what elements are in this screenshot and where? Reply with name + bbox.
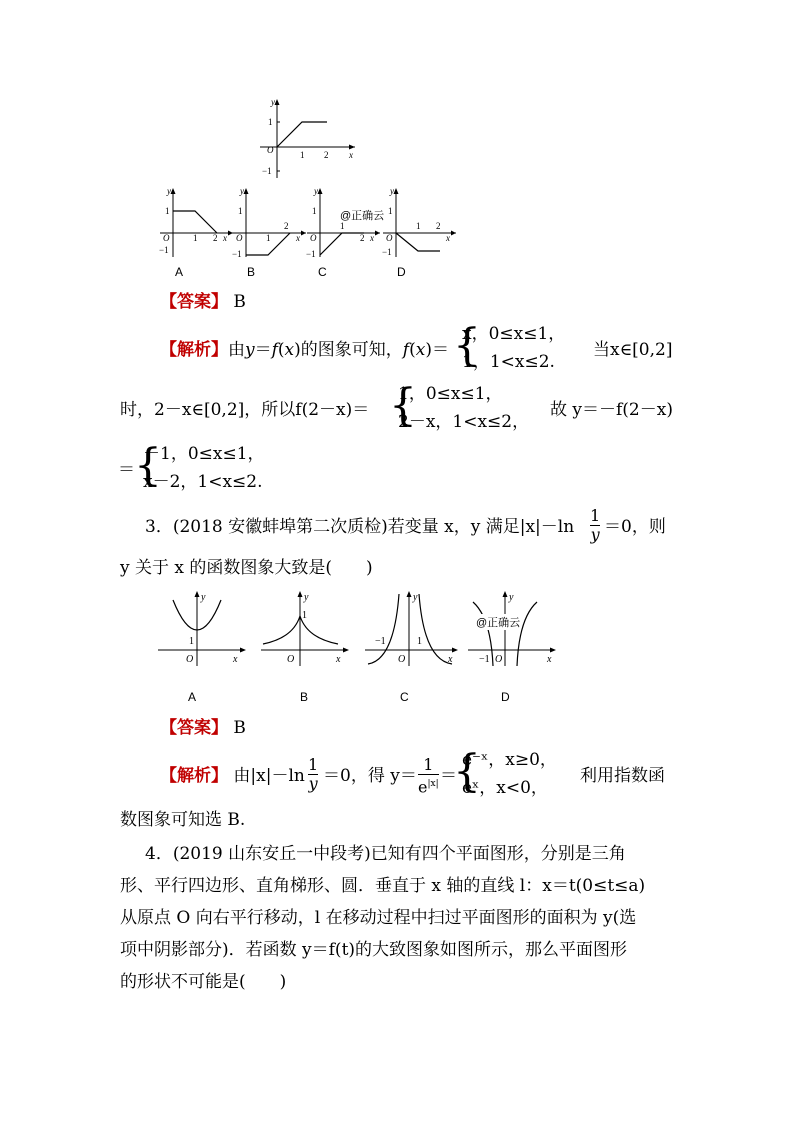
svg-text:1: 1 bbox=[312, 206, 317, 216]
svg-text:−1: −1 bbox=[479, 654, 490, 665]
q3-option-graph-a bbox=[155, 588, 250, 668]
svg-text:y: y bbox=[314, 186, 318, 196]
svg-text:y: y bbox=[413, 592, 418, 603]
svg-text:O: O bbox=[186, 654, 194, 665]
q4-line2: 形、平行四边形、直角梯形、圆．垂直于 x 轴的直线 l：x＝t(0≤t≤a) bbox=[120, 876, 646, 896]
q3-analysis-line2: 数图象可知选 B. bbox=[120, 810, 246, 830]
svg-text:1: 1 bbox=[300, 150, 305, 160]
q2-analysis-line3-eq: ＝ bbox=[118, 460, 135, 480]
analysis-lead: 由 bbox=[228, 340, 245, 360]
y-case-2: x－2，1<x≤2. bbox=[143, 472, 263, 492]
svg-text:x: x bbox=[448, 654, 453, 665]
answer-label: 【答案】 bbox=[160, 718, 228, 738]
svg-text:−1: −1 bbox=[232, 249, 242, 259]
svg-text:1: 1 bbox=[266, 233, 271, 243]
q4-line1: 4．(2019 山东安丘一中段考)已知有四个平面图形，分别是三角 bbox=[145, 844, 626, 864]
q3-answer bbox=[160, 716, 246, 740]
svg-text:−1: −1 bbox=[262, 166, 272, 176]
q3-option-graph-b bbox=[258, 588, 353, 668]
svg-text:1: 1 bbox=[416, 221, 421, 231]
svg-text:2: 2 bbox=[360, 233, 365, 243]
svg-text:x: x bbox=[349, 150, 353, 160]
svg-text:2: 2 bbox=[213, 233, 218, 243]
svg-text:2: 2 bbox=[284, 221, 289, 231]
svg-text:x: x bbox=[547, 654, 552, 665]
svg-text:−1: −1 bbox=[306, 249, 316, 259]
answer-label: 【答案】 bbox=[160, 292, 228, 312]
q3-stem-line1: 3．(2018 安徽蚌埠第二次质检)若变量 x，y 满足|x|－ln bbox=[145, 517, 575, 537]
svg-text:1: 1 bbox=[340, 221, 345, 231]
f2x-case-2: 2－x，1<x≤2， bbox=[398, 412, 530, 432]
watermark: @正确云 bbox=[476, 614, 520, 630]
answer-value: B bbox=[233, 292, 246, 312]
q3-label-d: D bbox=[501, 690, 510, 704]
svg-text:−1: −1 bbox=[375, 636, 386, 647]
q2-analysis-line1: 【解析】由y＝f(x)的图象可知，f(x)＝ bbox=[160, 340, 449, 360]
answer-value: B bbox=[233, 718, 246, 738]
q3-label-c: C bbox=[400, 690, 409, 704]
y-case-1: －1，0≤x≤1， bbox=[143, 444, 265, 464]
q4-line4: 项中阴影部分)．若函数 y＝f(t)的大致图象如图所示，那么平面图形 bbox=[120, 940, 628, 960]
brace: { bbox=[453, 320, 481, 371]
svg-text:−1: −1 bbox=[382, 247, 392, 257]
f2x-case-1: 1，0≤x≤1， bbox=[398, 384, 503, 404]
top-function-graph bbox=[255, 95, 360, 180]
q3-analysis-line1 bbox=[160, 764, 305, 788]
q4-line3: 从原点 O 向右平行移动，l 在移动过程中扫过平面图形的面积为 y(选 bbox=[120, 908, 637, 928]
svg-text:x: x bbox=[370, 233, 374, 243]
svg-text:O: O bbox=[386, 233, 393, 243]
q3-stem-line2: y 关于 x 的函数图象大致是( ) bbox=[120, 558, 373, 578]
q2-option-graph-a bbox=[155, 185, 235, 260]
svg-text:1: 1 bbox=[302, 610, 307, 621]
svg-text:y: y bbox=[240, 186, 244, 196]
q3-analysis-c: ＝ bbox=[440, 766, 457, 786]
svg-text:y: y bbox=[271, 97, 275, 107]
analysis-a: 由|x|－ln bbox=[233, 766, 305, 786]
analysis-label: 【解析】 bbox=[160, 766, 228, 786]
svg-text:O: O bbox=[287, 654, 295, 665]
svg-text:1: 1 bbox=[165, 206, 170, 216]
svg-text:y: y bbox=[509, 592, 514, 603]
q2-option-graph-b bbox=[228, 185, 308, 260]
q2-option-graph-d bbox=[378, 185, 458, 260]
svg-text:x: x bbox=[223, 233, 227, 243]
brace: { bbox=[134, 440, 162, 491]
q3-analysis-tail: 利用指数函 bbox=[580, 766, 665, 786]
q2-label-b: B bbox=[247, 265, 256, 279]
q2-analysis-line2: 时，2－x∈[0,2]，所以f(2－x)＝ bbox=[120, 400, 370, 420]
analysis-label: 【解析】 bbox=[160, 340, 228, 360]
svg-text:O: O bbox=[267, 145, 274, 155]
q4-line5: 的形状不可能是( ) bbox=[120, 972, 287, 992]
q2-label-d: D bbox=[397, 265, 406, 279]
svg-text:y: y bbox=[167, 186, 171, 196]
svg-text:2: 2 bbox=[436, 221, 441, 231]
svg-text:1: 1 bbox=[417, 636, 422, 647]
svg-text:O: O bbox=[310, 233, 317, 243]
q2-label-c: C bbox=[318, 265, 327, 279]
fraction-1-over-e-abs-x: 1 $e^{|x|}$ bbox=[418, 755, 439, 797]
q3-case-2: eˣ，x<0， bbox=[462, 778, 548, 798]
svg-text:1: 1 bbox=[268, 117, 273, 127]
svg-text:O: O bbox=[398, 654, 406, 665]
svg-text:x: x bbox=[336, 654, 341, 665]
q3-label-a: A bbox=[188, 690, 197, 704]
q3-label-b: B bbox=[300, 690, 309, 704]
svg-text:x: x bbox=[446, 233, 450, 243]
svg-text:O: O bbox=[495, 654, 503, 665]
fraction-1-over-y: 1 y bbox=[308, 755, 319, 793]
brace: { bbox=[389, 380, 417, 431]
q2-label-a: A bbox=[175, 265, 184, 279]
svg-text:2: 2 bbox=[324, 150, 329, 160]
svg-text:x: x bbox=[233, 654, 238, 665]
fx-case-1: x，0≤x≤1， bbox=[462, 324, 566, 344]
svg-text:O: O bbox=[236, 233, 243, 243]
brace: { bbox=[453, 746, 481, 797]
svg-text:−1: −1 bbox=[159, 245, 169, 255]
svg-text:y: y bbox=[201, 592, 206, 603]
q3-stem-tail: ＝0，则 bbox=[604, 517, 666, 537]
q2-answer bbox=[160, 290, 246, 314]
fx-case-2: 1，1<x≤2. bbox=[462, 352, 555, 372]
svg-text:1: 1 bbox=[388, 206, 393, 216]
svg-text:x: x bbox=[296, 233, 300, 243]
q3-analysis-b: ＝0，得 y＝ bbox=[323, 766, 417, 786]
watermark: @正确云 bbox=[340, 210, 385, 222]
svg-text:O: O bbox=[163, 233, 170, 243]
q2-analysis-cond: 当x∈[0,2] bbox=[593, 340, 673, 360]
svg-text:y: y bbox=[390, 186, 394, 196]
svg-text:1: 1 bbox=[238, 206, 243, 216]
svg-text:y: y bbox=[304, 592, 309, 603]
q2-analysis-line2-end: 故 y＝－f(2－x) bbox=[550, 400, 673, 420]
fraction-1-over-y: 1 y bbox=[590, 506, 601, 544]
q3-option-graph-c bbox=[362, 588, 462, 668]
svg-text:1: 1 bbox=[193, 233, 198, 243]
q3-case-1: e⁻ˣ，x≥0， bbox=[462, 750, 557, 770]
svg-text:1: 1 bbox=[189, 636, 194, 647]
